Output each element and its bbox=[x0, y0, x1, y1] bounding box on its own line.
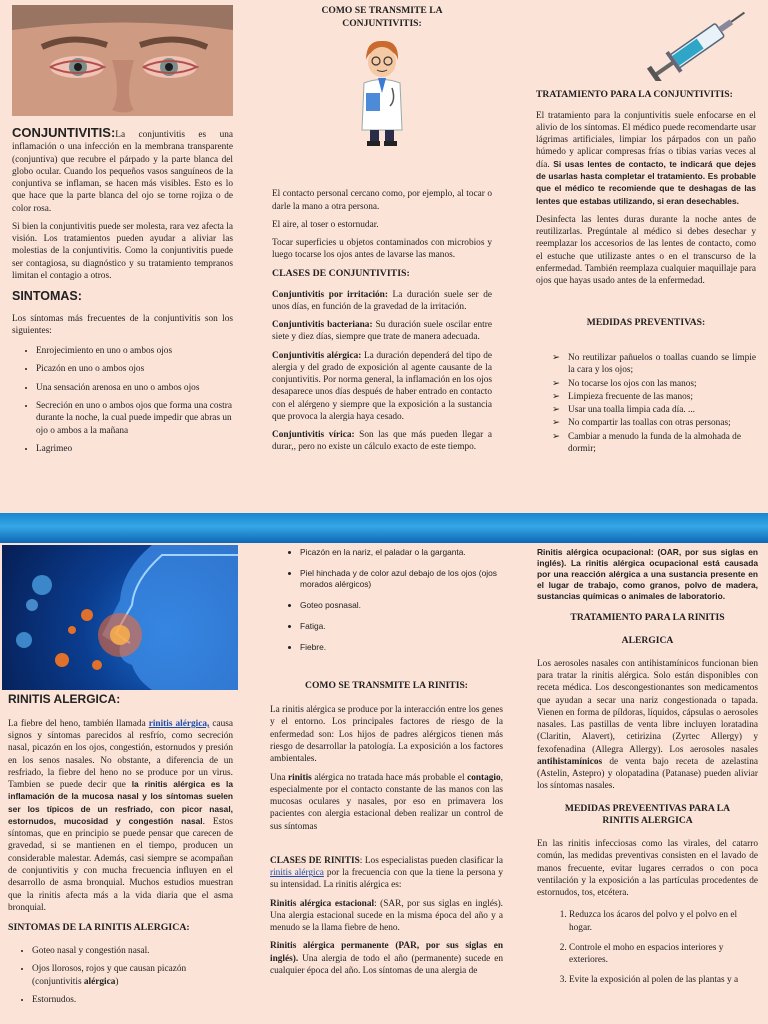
medidas-rinitis-intro: En las rinitis infecciosas como las virales, del catarro común, las medidas preventivas consisten en el lavado de manos frecuente, evitar lugares cerrados o con poca ventilación y la exposición a las partículas procedentes de estornudos, tos, etcétera. bbox=[537, 839, 758, 899]
panel-tratamiento-rinitis bbox=[537, 547, 758, 995]
list-item: 3. Evite la exposición al polen de las plantas y a bbox=[569, 974, 758, 986]
medidas-list bbox=[536, 352, 756, 455]
tratamiento-p1-bold: Si usas lentes de contacto, te indicará que dejes de usarlas hasta completar el tratamiento. Es probable que el médico te recomiende que te deshagas de las lentes que estabas utilizando, si eran desechables. bbox=[536, 158, 756, 206]
list-item: ➢ Limpieza frecuente de las manos; bbox=[568, 391, 756, 403]
sintomas-list bbox=[12, 345, 233, 455]
panel-rinitis-alergica bbox=[8, 692, 233, 1012]
medidas-rinitis-title: MEDIDAS PREVEENTIVAS PARA LA RINITIS ALERGICA bbox=[564, 802, 731, 827]
list-item bbox=[32, 963, 233, 988]
list-item: • Secreción en uno o ambos ojos que forma una costra durante la noche, la cual puede impedir que abras un ojo o ambos a la mañana bbox=[36, 400, 233, 437]
conjuntivitis-intro: La conjuntivitis es una inflamación o una infección en la membrana transparente (conjuntiva) que recubre el párpado y la parte blanca del globo ocular. Cuando los pequeños vasos sanguíneos de la conjuntiva se inflaman, se hacen más visibles. Esto es lo que hace que la parte blanca del ojo se torne rojiza o de color rosa. bbox=[12, 130, 233, 214]
list-item: ➢ No tocarse los ojos con las manos; bbox=[568, 378, 756, 390]
list-item: ➢ Usar una toalla limpia cada día. ... bbox=[568, 404, 756, 416]
syringe-illustration bbox=[536, 5, 756, 83]
tratamiento-p2: Desinfecta las lentes duras durante la noche antes de reutilizarlas. Pregúntale al médico si debes desechar y reemplazar los accesorios de las lentes de contacto, como el estuche que utilizaste antes o en el transcurso de la enfermedad. También reemplaza cualquier maquillaje para ojos que hayas usado antes de la enfermedad. bbox=[536, 214, 756, 287]
clase-alergica-text: La duración dependerá del tipo de alergia y del grado de exposición al agente causante de la conjuntivitis. Por norma general, la inflamación en los ojos desaparece unos días después de haber entrado en contacto con el alérgeno y siempre que la exposición a la sustancia que provoca la alergia haya cesado. bbox=[272, 350, 492, 422]
transmision-rinitis-p2-a: Una bbox=[270, 772, 289, 783]
list-item: • Enrojecimiento en uno o ambos ojos bbox=[36, 345, 233, 357]
list-item: • Fatiga. bbox=[300, 621, 503, 632]
transmision-rinitis-p2-c: , especialmente por el contacto constante de las manos con las mucosas oculares y nasales, por eso en primavera los pacientes con alergia estacional deben realizar un control de sus síntomas bbox=[270, 772, 503, 832]
transmision-3: Tocar superficies u objetos contaminados con microbios y luego tocarse los ojos antes de lavarse las manos. bbox=[272, 238, 492, 261]
clase-bacteriana-text: Su duración suele oscilar entre siete y diez días, siempre que trate de manera adecuada. bbox=[272, 320, 492, 343]
panel-conjuntivitis bbox=[12, 5, 233, 461]
clase-virica-text: Son las que más pueden llegar a durar,, pero no existe un cálculo exacto de este tiempo. bbox=[272, 430, 492, 453]
rinitis-intro-b: causa signos y síntomas parecidos al resfrío, como secreción nasal, picazón en los ojos, congestión, estornudos y presión en los senos nasales. No obstante, a diferencia de un resfriado, la fiebre del heno no se produce por un virus. Tambien se puede decir que bbox=[8, 718, 233, 791]
conjuntivitis-para2: Si bien la conjuntivitis puede ser molesta, rara vez afecta la visión. Los tratamientos pueden ayudar a aliviar las molestias de la conjuntivitis. Como la conjuntivitis puede ser contagiosa, su diagnóstico y su tratamiento tempranos limitan el contagio a otros. bbox=[12, 221, 233, 281]
transmision-rinitis-title: COMO SE TRANSMITE LA RINITIS: bbox=[305, 679, 468, 691]
rinitis-ocupacional-label: Rinitis alérgica ocupacional bbox=[537, 547, 651, 557]
list-item: 1. Reduzca los ácaros del polvo y el polvo en el hogar. bbox=[569, 909, 758, 934]
panel-transmision-rinitis bbox=[270, 547, 503, 983]
list-item: • Lagrimeo bbox=[36, 443, 233, 455]
list-item: • Piel hinchada y de color azul debajo de los ojos (ojos morados alérgicos) bbox=[300, 568, 503, 590]
transmision-2: El aire, al toser o estornudar. bbox=[272, 219, 379, 230]
transmision-rinitis-p2-bold: contagio bbox=[467, 772, 501, 783]
list-item: 2. Controle el moho en espacios interiores y exteriores. bbox=[569, 942, 758, 967]
sintomas-rinitis-cont-list bbox=[270, 547, 503, 654]
rinitis-intro-c: . Estos síntomas, que en principio se puede pensar que carecen de gravedad, si se mantienen en el tiempo, producen un considerable malestar. Además, casi siempre se acompañan de conjuntivitis y con mucha frecuencia influyen en el desarrollo de asma bronquial. Muchos estudios muestran que la rinitis afecta más a la vida diaria que el asma bronquial. bbox=[8, 816, 234, 913]
doctor-illustration bbox=[272, 38, 492, 150]
rinitis-intro-a: La fiebre del heno, también llamada bbox=[8, 718, 149, 729]
transmision-title: COMO SE TRANSMITE LA CONJUNTIVITIS: bbox=[321, 5, 443, 29]
sintomas-title: SINTOMAS: bbox=[12, 289, 82, 304]
list-item-bold: alérgica bbox=[83, 976, 116, 987]
tratamiento-rinitis-title-2: ALERGICA bbox=[621, 635, 674, 647]
tratamiento-rinitis-bold: antihistamínicos bbox=[537, 756, 603, 767]
sintomas-intro: Los síntomas más frecuentes de la conjuntivitis son los siguientes: bbox=[12, 313, 233, 336]
conjuntivitis-title: CONJUNTIVITIS: bbox=[12, 125, 116, 140]
clase-virica-label: Conjuntivitis vírica: bbox=[272, 430, 355, 441]
clase-bacteriana-label: Conjuntivitis bacteriana: bbox=[272, 320, 373, 331]
rinitis-intro-bold: la rinitis alérgica es la inflamación de la mucosa nasal y los síntomas suelen ser los típicos de un resfriado, con picor nasal, estornudos, mucosidad y congestión nasal bbox=[8, 779, 233, 826]
sintomas-rinitis-title: SINTOMAS DE LA RINITIS ALERGICA: bbox=[8, 922, 190, 934]
page-divider-band bbox=[0, 513, 768, 543]
clase-irritacion-text: La duración suele ser de unos días, en función de la gravedad de la irritación. bbox=[272, 289, 493, 312]
red-eyes-photo bbox=[12, 5, 233, 116]
list-item: ➢ No compartir las toallas con otras personas; bbox=[568, 417, 756, 429]
tratamiento-rinitis-title: TRATAMIENTO PARA LA RINITIS bbox=[570, 612, 725, 624]
transmision-rinitis-p2-b: alérgica no tratada hace más probable el bbox=[311, 772, 468, 783]
rinitis-title: RINITIS ALERGICA: bbox=[8, 692, 121, 706]
panel-transmision-conjuntivitis bbox=[272, 5, 492, 460]
clases-rinitis-a: : Los especialistas pueden clasificar la bbox=[359, 855, 503, 866]
list-item: • Goteo nasal y congestión nasal. bbox=[32, 945, 233, 957]
list-item: • Picazón en la nariz, el paladar o la garganta. bbox=[300, 547, 503, 558]
medidas-title: MEDIDAS PREVENTIVAS: bbox=[586, 317, 706, 329]
medidas-rinitis-steps bbox=[537, 909, 758, 986]
rinitis-ocupacional-text: : (OAR, por sus siglas en inglés). La rinitis alérgica ocupacional está causada por una reacción alérgica a una sustancia presente en el lugar de trabajo, como granos, polvo de madera, sustancias químicas o animales de laboratorio. bbox=[537, 547, 758, 602]
tratamiento-title: TRATAMIENTO PARA LA CONJUNTIVITIS: bbox=[536, 89, 733, 100]
list-item: • Estornudos. bbox=[32, 994, 233, 1006]
list-item: • Fiebre. bbox=[300, 642, 503, 653]
transmision-rinitis-p2-bold: rinitis bbox=[288, 772, 312, 783]
rinitis-estacional-text: : (SAR, por sus siglas en inglés). Una alergia estacional sucede en la misma época del año y a menudo se la llama fiebre de heno. bbox=[270, 898, 503, 934]
sintomas-rinitis-list bbox=[8, 945, 233, 1006]
list-item-text: ) bbox=[115, 976, 119, 987]
list-item: • Picazón en uno o ambos ojos bbox=[36, 363, 233, 375]
clase-alergica-label: Conjuntivitis alérgica: bbox=[272, 350, 362, 361]
rinitis-permanente-text: Una alergia de todo el año (permanente) sucede en cualquier época del año. Los síntomas de una alergia de bbox=[270, 953, 503, 976]
clases-rinitis-label: CLASES DE RINITIS bbox=[270, 855, 360, 866]
transmision-rinitis-p1: La rinitis alérgica se produce por la interacción entre los genes y el entorno. Los principales factores de riesgo de la enfermedad son: Los hijos de padres alérgicos tienen más riesgo de desarrollar la patología. La exposición a los factores ambientales. bbox=[270, 705, 503, 765]
list-item: • Goteo posnasal. bbox=[300, 600, 503, 611]
list-item-text: Ojos llorosos, rojos y que causan picazón (conjuntivitis bbox=[32, 964, 187, 987]
rinitis-estacional-label: Rinitis alérgica estacional bbox=[270, 898, 375, 909]
clase-irritacion-label: Conjuntivitis por irritación: bbox=[272, 289, 388, 300]
transmision-1: El contacto personal cercano como, por ejemplo, al tocar o darle la mano a otra persona. bbox=[272, 189, 492, 212]
tratamiento-p1: El tratamiento para la conjuntivitis suele enfocarse en el alivio de los síntomas. El médico puede recomendarte usar lágrimas artificiales, limpiar los párpados con un paño húmedo y aplicar compresas frías o tibias varias veces al día. bbox=[536, 110, 756, 170]
list-item: ➢ No reutilizar pañuelos o toallas cuando se limpie la cara y los ojos; bbox=[568, 352, 756, 377]
tratamiento-rinitis-text-a: Los aerosoles nasales con antihistamínicos funcionan bien para tratar la rinitis alérgica. Solo están disponibles con receta médica. Los descongestionantes son medicamentos que ayudan a secar una nariz congestionada o tapada. Vienen en forma de píldoras, líquidos, cápsulas o aerosoles nasales. Las pastillas de venta libre incluyen loratadina (Claritin, Alavert), cetirizina (Zyrtec Allergy) y fexofenadina (Allegra Allergy). Los aerosoles nasales bbox=[537, 658, 758, 755]
list-item: ➢ Cambiar a menudo la funda de la almohada de dormir; bbox=[568, 431, 756, 456]
tratamiento-rinitis-text-b: de venta bajo receta de azelastina (Astelin, Astepro) y olopatadina (Patanase) pueden aliviar los síntomas nasales. bbox=[537, 756, 758, 792]
panel-tratamiento-conjuntivitis bbox=[536, 5, 756, 456]
rinitis-alergica-link[interactable]: rinitis alérgica, bbox=[148, 718, 210, 729]
nose-virus-illustration bbox=[2, 545, 238, 690]
rinitis-permanente-label: Rinitis alérgica permanente (PAR, por sus siglas en inglés). bbox=[270, 941, 503, 964]
rinitis-alergica-link[interactable]: rinitis alérgica bbox=[270, 868, 324, 879]
clases-rinitis-b: por la frecuencia con que la tiene la persona y su intensidad. La rinitis alérgica es: bbox=[270, 868, 503, 891]
list-item: • Una sensación arenosa en uno o ambos ojos bbox=[36, 382, 233, 394]
clases-title: CLASES DE CONJUNTIVITIS: bbox=[272, 267, 410, 279]
